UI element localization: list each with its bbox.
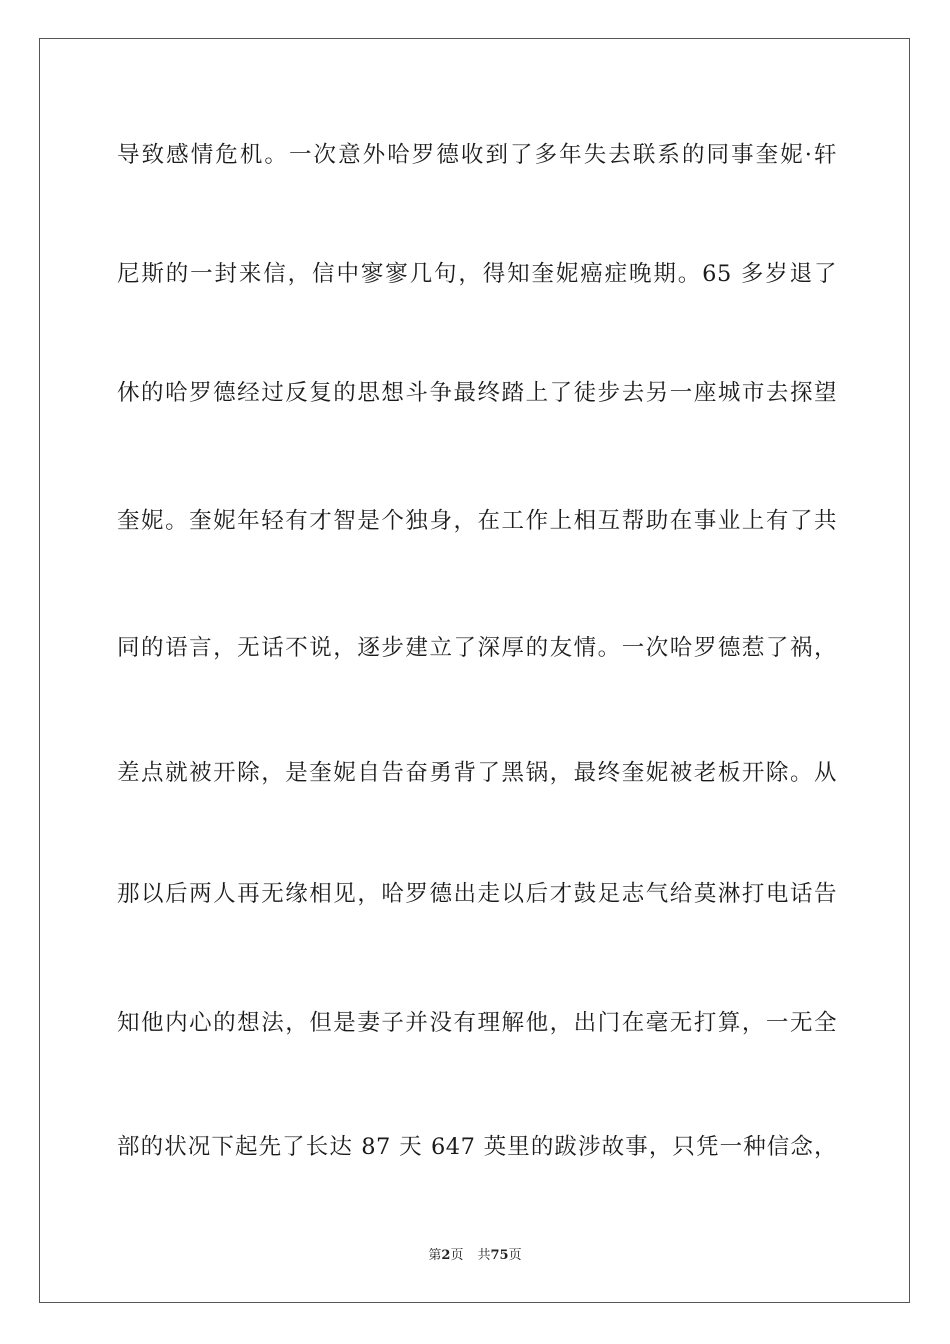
page-number-prefix: 第 (428, 1248, 442, 1263)
current-page-number: 2 (441, 1248, 451, 1263)
body-text-line-1: 导致感情危机。一次意外哈罗德收到了多年失去联系的同事奎妮·轩 (117, 142, 837, 168)
page-number-unit: 页 (450, 1248, 464, 1263)
body-text-line-6: 差点就被开除，是奎妮自告奋勇背了黑锅，最终奎妮被老板开除。从 (117, 760, 837, 786)
body-text-line-9: 部的状况下起先了长达 87 天 647 英里的跋涉故事，只凭一种信念， (117, 1134, 837, 1160)
page-footer (0, 1247, 950, 1265)
body-text-line-3: 休的哈罗德经过反复的思想斗争最终踏上了徒步去另一座城市去探望 (117, 380, 837, 406)
total-pages-prefix: 共 (477, 1248, 491, 1263)
body-text-line-4: 奎妮。奎妮年轻有才智是个独身，在工作上相互帮助在事业上有了共 (117, 508, 837, 534)
total-page-count: 75 (490, 1248, 509, 1263)
page-border (39, 38, 910, 1303)
body-text-line-5: 同的语言，无话不说，逐步建立了深厚的友情。一次哈罗德惹了祸， (117, 635, 837, 661)
body-text-line-8: 知他内心的想法，但是妻子并没有理解他，出门在毫无打算，一无全 (117, 1010, 837, 1036)
total-pages-unit: 页 (508, 1248, 522, 1263)
body-text-line-7: 那以后两人再无缘相见，哈罗德出走以后才鼓足志气给莫淋打电话告 (117, 881, 837, 907)
body-text-line-2: 尼斯的一封来信，信中寥寥几句，得知奎妮癌症晚期。65 多岁退了 (117, 261, 837, 287)
